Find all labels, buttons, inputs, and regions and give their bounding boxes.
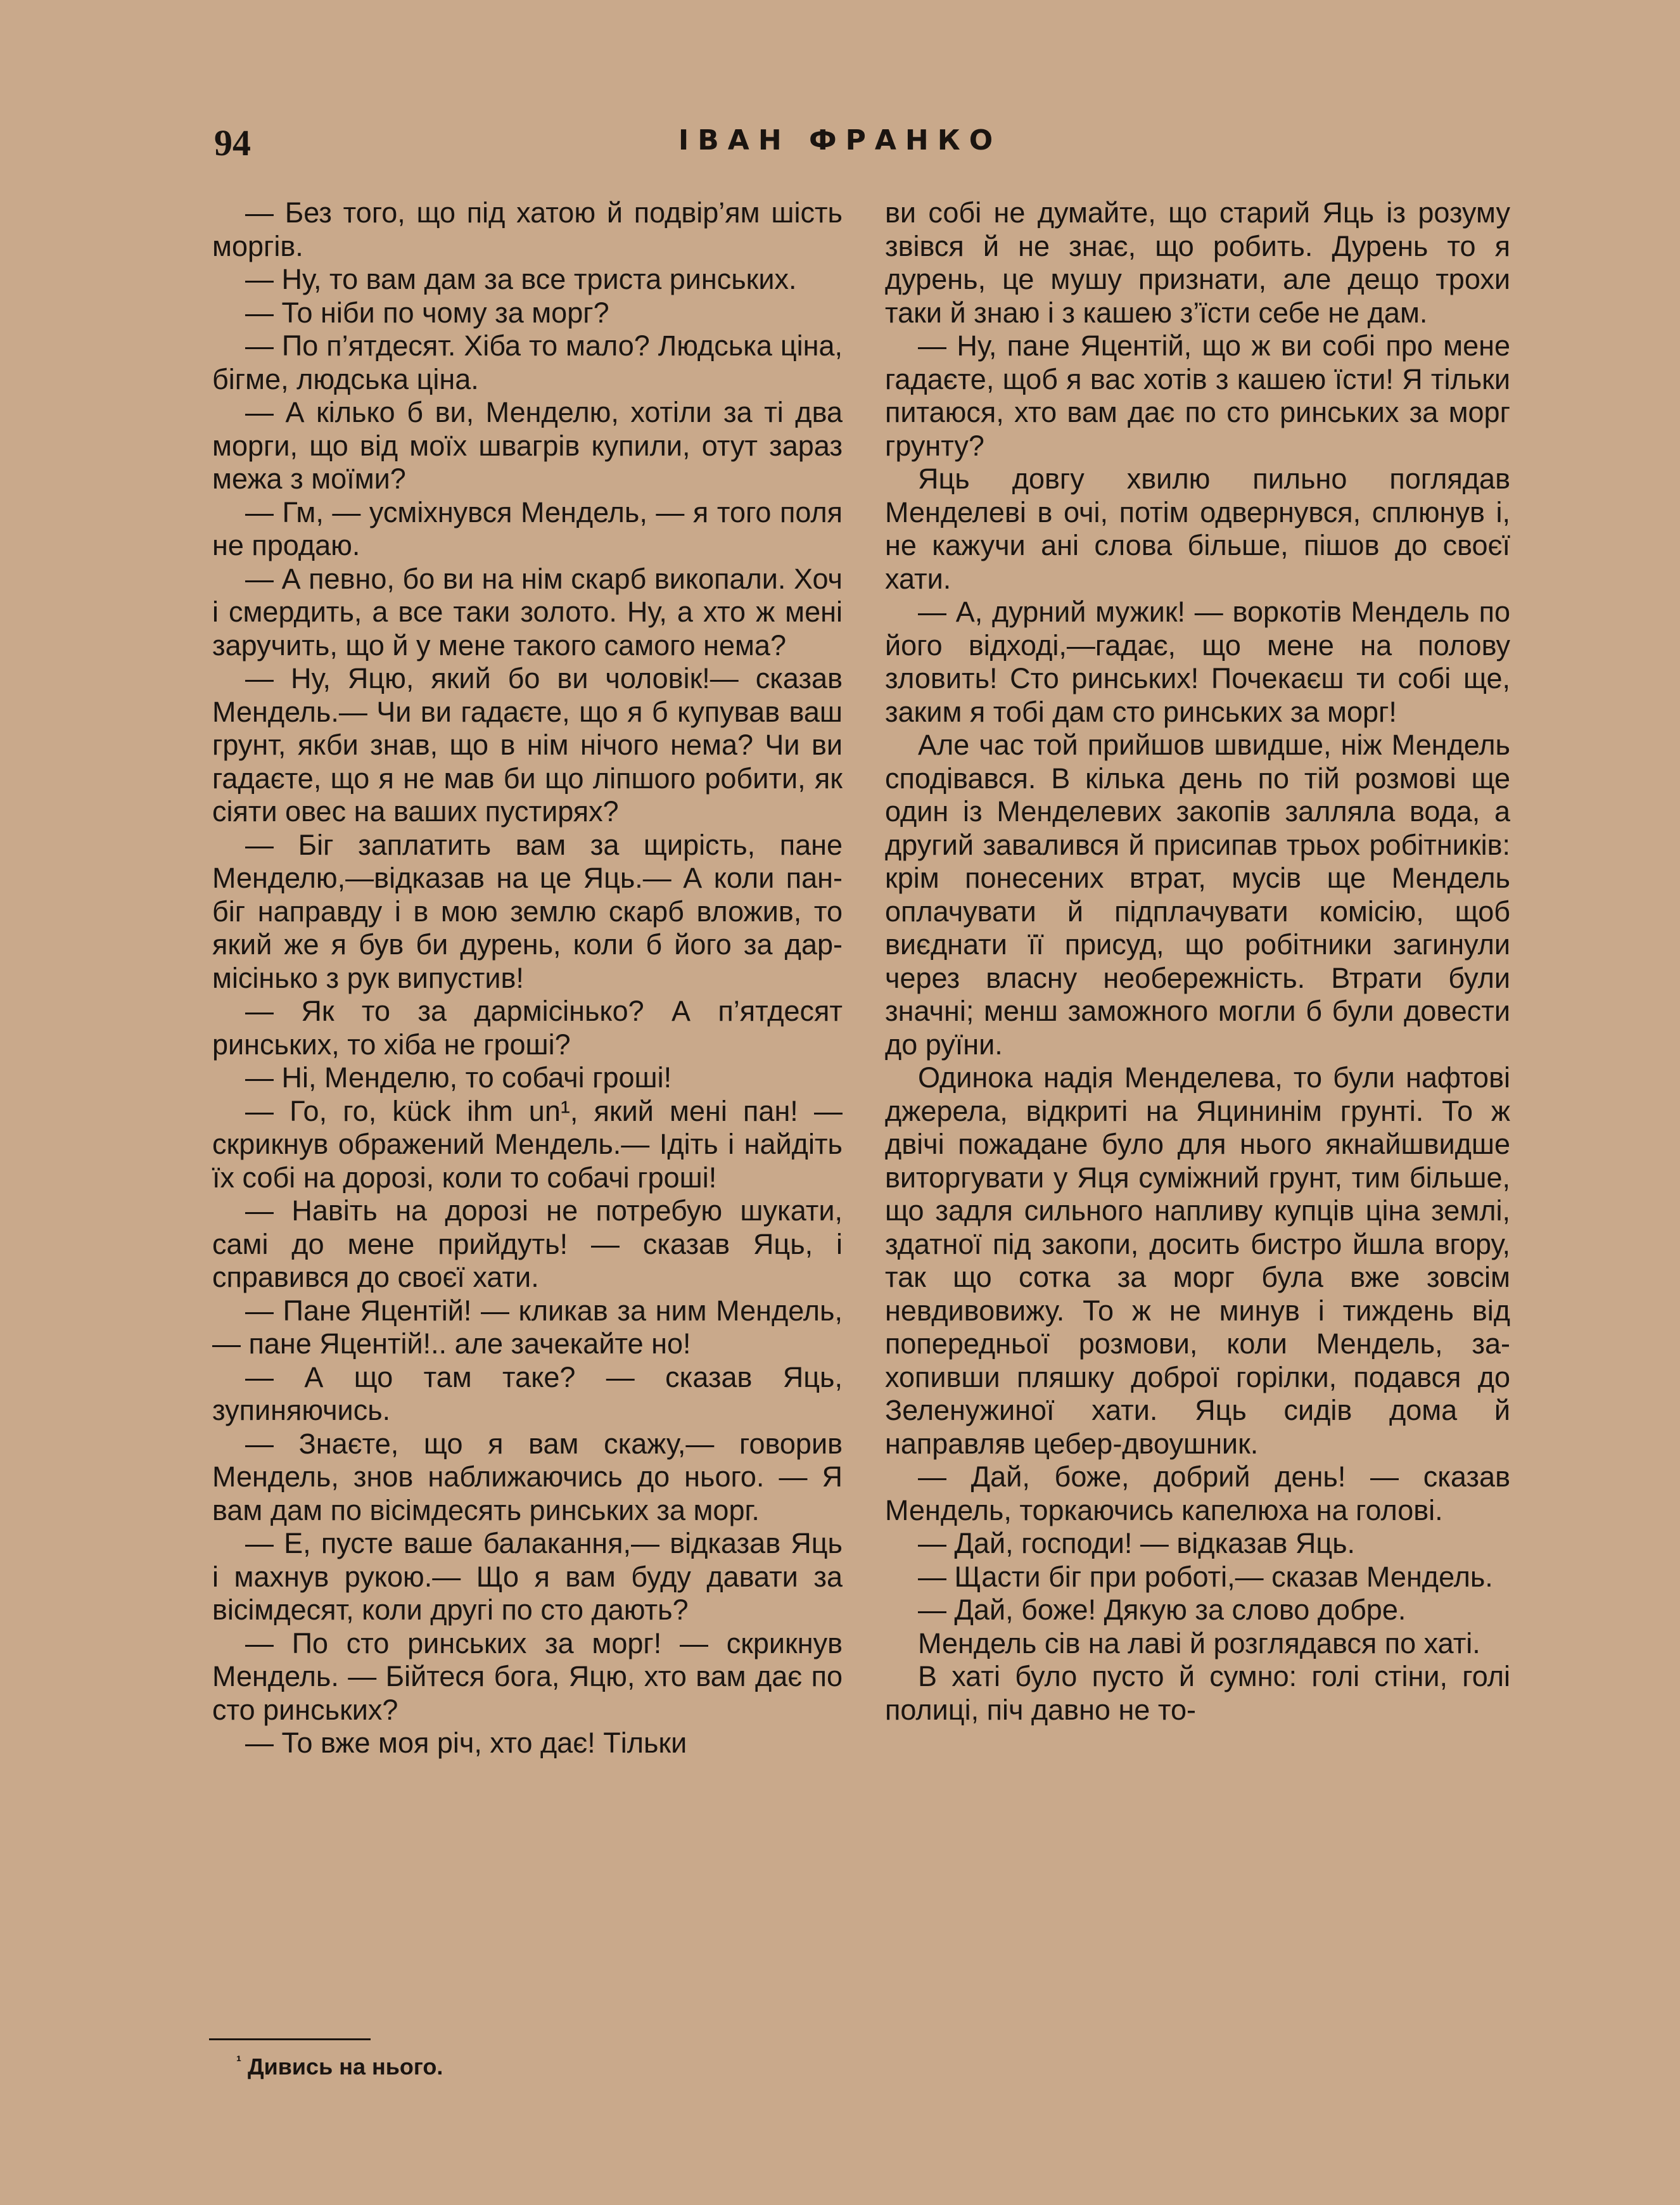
paragraph: ви собі не думайте, що старий Яць із розуму звівся й не знає, що робить. Дурень то я дурень, це мушу признати, але дещо трохи таки й знаю і з кашею з’їсти себе не дам. [885,196,1510,329]
running-title: ІВАН ФРАНКО [678,124,1002,157]
paragraph: — А певно, бо ви на нім скарб викопали. Хоч і смердить, а все таки золото. Ну, а хто ж мені заручить, що й у мене такого самого нема? [212,562,843,662]
paragraph: — Ну, пане Яцентій, що ж ви собі про мене гадаєте, щоб я вас хотів з кашею їсти! Я тільки питаюся, хто вам дає по сто ринських за морг грунту? [885,329,1510,462]
paragraph: — То вже моя річ, хто дає! Тільки [245,1727,687,1759]
paragraph: — Без того, що під хатою й подвір’ям шість моргів. [212,196,843,262]
paragraph: — Як то за дармісінько? А п’ятдесят ринських, то хіба не гроші? [212,995,843,1061]
paragraph: — Го, го, kück ihm un¹, який мені пан! — скрикнув ображений Мендель.— Ідіть і найдіть їх собі на дорозі, коли то собачі гроші! [212,1094,843,1194]
paragraph: — А, дурний мужик! — воркотів Мендель по його відході,—гадає, що мене на полову зловить! Сто ринських! Почекаєш ти собі ще, заким я тобі дам сто ринських за морг! [885,596,1510,728]
paragraph: — А що там таке? — сказав Яць, зупиняючись. [212,1360,843,1426]
paragraph: — Ні, Менделю, то собачі гроші! [245,1061,672,1094]
footnote-rule [209,2038,371,2040]
paragraph: Одинока надія Менделева, то були нафтові джерела, відкриті на Яцининім грунті. То ж двічі пожадане було для нього якнайшвидше виторгувати у Яця суміжний грунт, тим більше, що задля сильного напливу купців ціна землі, здатної під закопи, досить бистро йшла вгору, так що сотка за морг була вже зовсім невдивовижу. То ж не минув і тиждень від попередньої розмови, коли Мендель, захопивши пляшку доброї горілки, подався до Зеленужиної хати. Яць сидів дома й направляв цебер-двоушник. [885,1061,1510,1460]
paragraph: — Ну, то вам дам за все триста ринських. [245,263,797,295]
paragraph: — Гм, — усміхнувся Мендель, — я того поля не продаю. [212,495,843,561]
right-column [885,196,1510,1727]
page-header [0,122,1680,166]
paragraph: В хаті було пусто й сумно: голі стіни, голі полиці, піч давно не то- [885,1660,1510,1726]
paragraph: — По сто ринських за морг! — скрикнув Мендель. — Бійтеся бога, Яцю, хто вам дає по сто ринських? [212,1627,843,1726]
paragraph: — Дай, господи! — відказав Яць. [918,1527,1356,1559]
page-number: 94 [214,122,251,163]
paragraph: — Дай, боже! Дякую за слово добре. [918,1594,1406,1626]
paragraph: — То ніби по чому за морг? [245,296,609,329]
paragraph: — Ну, Яцю, який бо ви чоловік!— сказав Мендель.— Чи ви гадаєте, що я б купував ваш грунт, якби знав, що в нім нічого нема? Чи ви гадаєте, що я не мав би що ліпшого робити, як сіяти овес на ваших пустирях? [212,662,843,828]
paragraph: — Знаєте, що я вам скажу,— говорив Мендель, знов наближаючись до нього. — Я вам дам по вісімдесять ринських за морг. [212,1427,843,1526]
footnote-text: Дивись на нього. [248,2054,443,2080]
paragraph: — Щасти біг при роботі,— сказав Мендель. [918,1560,1493,1593]
paragraph: — Е, пусте ваше балакання,— відказав Яць і махнув рукою.— Що я вам буду давати за вісімдесят, коли другі по сто дають? [212,1527,843,1626]
paragraph: — По п’ятдесят. Хіба то мало? Людська ціна, бігме, людська ціна. [212,329,843,395]
paragraph: Мендель сів на лаві й розглядався по хаті. [918,1627,1480,1659]
paragraph: — Пане Яцентій! — кликав за ним Мендель,— пане Яцентій!.. але зачекайте но! [212,1294,843,1360]
paragraph: — Дай, боже, добрий день! — сказав Мендель, торкаючись капелюха на голові. [885,1460,1510,1526]
left-column [212,196,843,1760]
paragraph: — Біг заплатить вам за щирість, пане Менделю,—відказав на це Яць.— А коли пан-біг направду і в мою землю скарб вложив, то який же я був би дурень, коли б його за дармісінько з рук випустив! [212,828,843,994]
paragraph: — А кілько б ви, Менделю, хотіли за ті два морги, що від моїх швагрів купили, отут зараз межа з моїми? [212,396,843,495]
paragraph: Але час той прийшов швидше, ніж Мендель сподівався. В кілька день по тій розмові ще один із Менделевих закопів залляла вода, а другий завалився й присипав трьох робітників: крім понесених втрат, мусів ще Мендель оплачувати й підплачувати комісію, щоб виєднати її присуд, що робітники загинули через власну необережність. Втрати були значні; менш заможного могли б були довести до руїни. [885,729,1510,1061]
paragraph: — Навіть на дорозі не потребую шукати, самі до мене прийдуть! — сказав Яць, і справився до своєї хати. [212,1194,843,1293]
footnote-marker: ¹ [236,2053,241,2070]
paragraph: Яць довгу хвилю пильно поглядав Менделеві в очі, потім одвернувся, сплюнув і, не кажучи ані слова більше, пішов до своєї хати. [885,463,1510,595]
footnote [236,2053,443,2080]
